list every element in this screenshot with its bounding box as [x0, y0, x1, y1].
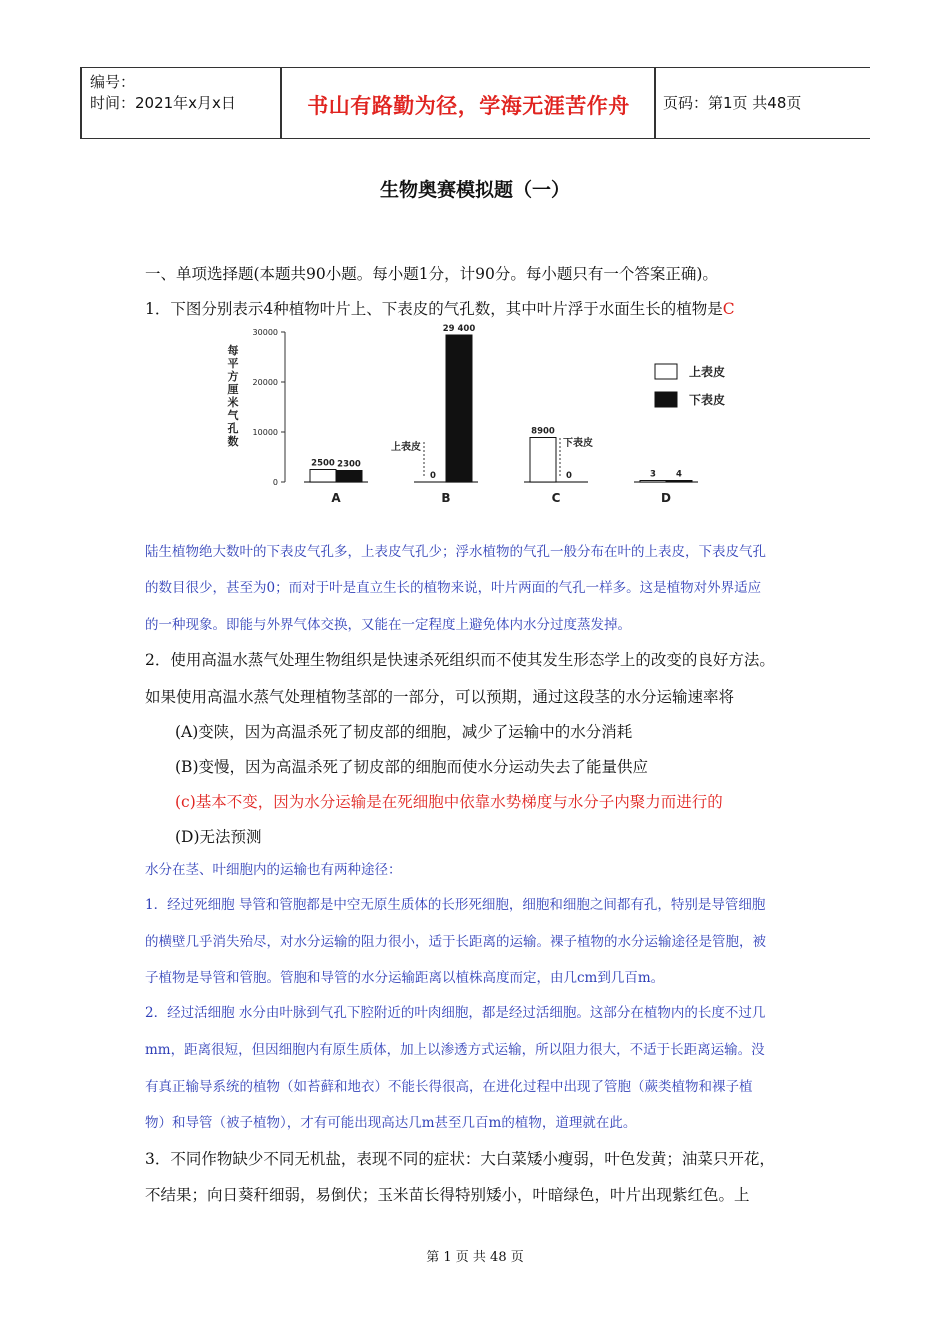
question-1-answer: C	[722, 300, 735, 318]
question-3-line-2: 不结果；向日葵秆细弱，易倒伏；玉米苗长得特别矮小，叶暗绿色，叶片出现紫红色。上	[145, 1186, 750, 1204]
q2-explain-line-3: 的横壁几乎消失殆尽，对水分运输的阻力很小，适于长距离的运输。裸子植物的水分运输途径是管胞，被	[145, 934, 766, 950]
category-label: B	[441, 491, 451, 505]
question-1	[145, 297, 735, 319]
y-tick-label: 0	[272, 478, 278, 487]
data-label: 0	[430, 471, 436, 481]
data-label: 4	[676, 469, 682, 480]
data-label: 3	[650, 469, 656, 480]
section-heading: 一、单项选择题(本题共90小题。每小题1分，计90分。每小题只有一个答案正确)。	[145, 265, 718, 283]
document-title: 生物奥赛模拟题（一）	[379, 179, 570, 201]
option-b: (B)变慢，因为高温杀死了韧皮部的细胞而使水分运动失去了能量供应	[175, 758, 648, 776]
q2-explain-line-5: 2．经过活细胞 水分由叶脉到气孔下腔附近的叶肉细胞，都是经过活细胞。这部分在植物内的长度不过几	[145, 1005, 766, 1021]
q2-explain-line-7: 有真正输导系统的植物（如苔藓和地衣）不能长得很高，在进化过程中出现了管胞（蕨类植物和裸子植	[145, 1079, 753, 1095]
category-label: C	[551, 491, 561, 505]
y-axis-label-char: 每	[227, 344, 239, 357]
q1-explain-line-2: 的数目很少，甚至为0；而对于叶是直立生长的植物来说，叶片两面的气孔一样多。这是植物对外界适应	[145, 580, 762, 596]
q2-explain-line-1: 水分在茎、叶细胞内的运输也有两种途径：	[145, 862, 402, 878]
bar-A-lower	[336, 471, 362, 483]
number-label: 编号：	[90, 73, 136, 91]
header-table	[80, 67, 870, 139]
option-a: (A)变陕，因为高温杀死了韧皮部的细胞，减少了运输中的水分消耗	[175, 723, 633, 741]
question-1-text: 1．下图分别表示4种植物叶片上、下表皮的气孔数，其中叶片浮于水面生长的植物是	[145, 300, 723, 318]
y-axis-label-char: 孔	[227, 422, 239, 435]
header-left	[90, 72, 236, 114]
y-axis-label-char: 方	[227, 370, 239, 383]
legend-swatch-1	[655, 392, 677, 407]
header-left-border	[80, 68, 82, 138]
y-axis-label-char: 米	[227, 396, 239, 409]
y-axis-label-char: 厘	[227, 383, 239, 396]
bar-D-lower	[666, 481, 692, 483]
category-label: A	[331, 491, 341, 505]
option-c-answer: (c)基本不变，因为水分运输是在死细胞中依靠水势梯度与水分子内聚力而进行的	[175, 793, 723, 811]
data-label: 2300	[337, 459, 361, 470]
bar-B-lower	[446, 335, 472, 482]
y-axis-label-char: 气	[227, 409, 239, 422]
data-label: 8900	[531, 426, 555, 437]
q2-explain-line-4: 子植物是导管和管胞。管胞和导管的水分运输距离以植株高度而定，由几cm到几百m。	[145, 970, 665, 986]
y-axis-label-char: 数	[227, 435, 239, 448]
question-3-line-1: 3．不同作物缺少不同无机盐，表现不同的症状：大白菜矮小瘦弱，叶色发黄；油菜只开花，	[145, 1150, 775, 1168]
legend-label: 下表皮	[689, 393, 726, 407]
question-2-line-2: 如果使用高温水蒸气处理植物茎部的一部分，可以预期，通过这段茎的水分运输速率将	[145, 688, 735, 706]
q2-explain-line-6: mm，距离很短，但因细胞内有原生质体，加上以渗透方式运输，所以阻力很大，不适于长距离运输。没	[145, 1042, 765, 1058]
q1-explain-line-1: 陆生植物绝大数叶的下表皮气孔多，上表皮气孔少；浮水植物的气孔一般分布在叶的上表皮，下表皮气孔	[145, 544, 766, 560]
legend-swatch-0	[655, 364, 677, 379]
annotation-upper: 上表皮	[391, 442, 421, 453]
y-tick-label: 30000	[252, 328, 278, 337]
y-tick-label: 10000	[252, 428, 278, 437]
q1-explain-line-3: 的一种现象。即能与外界气体交换，又能在一定程度上避免体内水分过度蒸发掉。	[145, 617, 631, 633]
data-label: 29 400	[442, 324, 476, 334]
annotation-lower: 下表皮	[563, 438, 593, 449]
data-label: 0	[566, 471, 572, 481]
bar-C-upper	[530, 438, 556, 483]
stomata-chart	[215, 322, 755, 512]
q2-explain-line-2: 1．经过死细胞 导管和管胞都是中空无原生质体的长形死细胞，细胞和细胞之间都有孔，特别是导管细胞	[145, 897, 766, 913]
y-axis-label-char: 平	[227, 357, 239, 370]
motto: 书山有路勤为径，学海无涯苦作舟	[307, 94, 630, 118]
question-2-line-1: 2．使用高温水蒸气处理生物组织是快速杀死组织而不使其发生形态学上的改变的良好方法。	[145, 651, 775, 669]
date-label: 时间：2021年x月x日	[90, 94, 236, 112]
legend-label: 上表皮	[689, 365, 726, 379]
bar-A-upper	[310, 470, 336, 483]
page-info: 页码：第1页 共48页	[663, 94, 802, 112]
q2-explain-line-8: 物）和导管（被子植物），才有可能出现高达几m甚至几百m的植物，道理就在此。	[145, 1115, 637, 1131]
page-footer: 第 1 页 共 48 页	[426, 1250, 524, 1265]
data-label: 2500	[311, 458, 335, 469]
y-tick-label: 20000	[252, 378, 278, 387]
bar-D-upper	[640, 481, 666, 483]
category-label: D	[661, 491, 671, 505]
option-d: (D)无法预测	[175, 828, 262, 846]
